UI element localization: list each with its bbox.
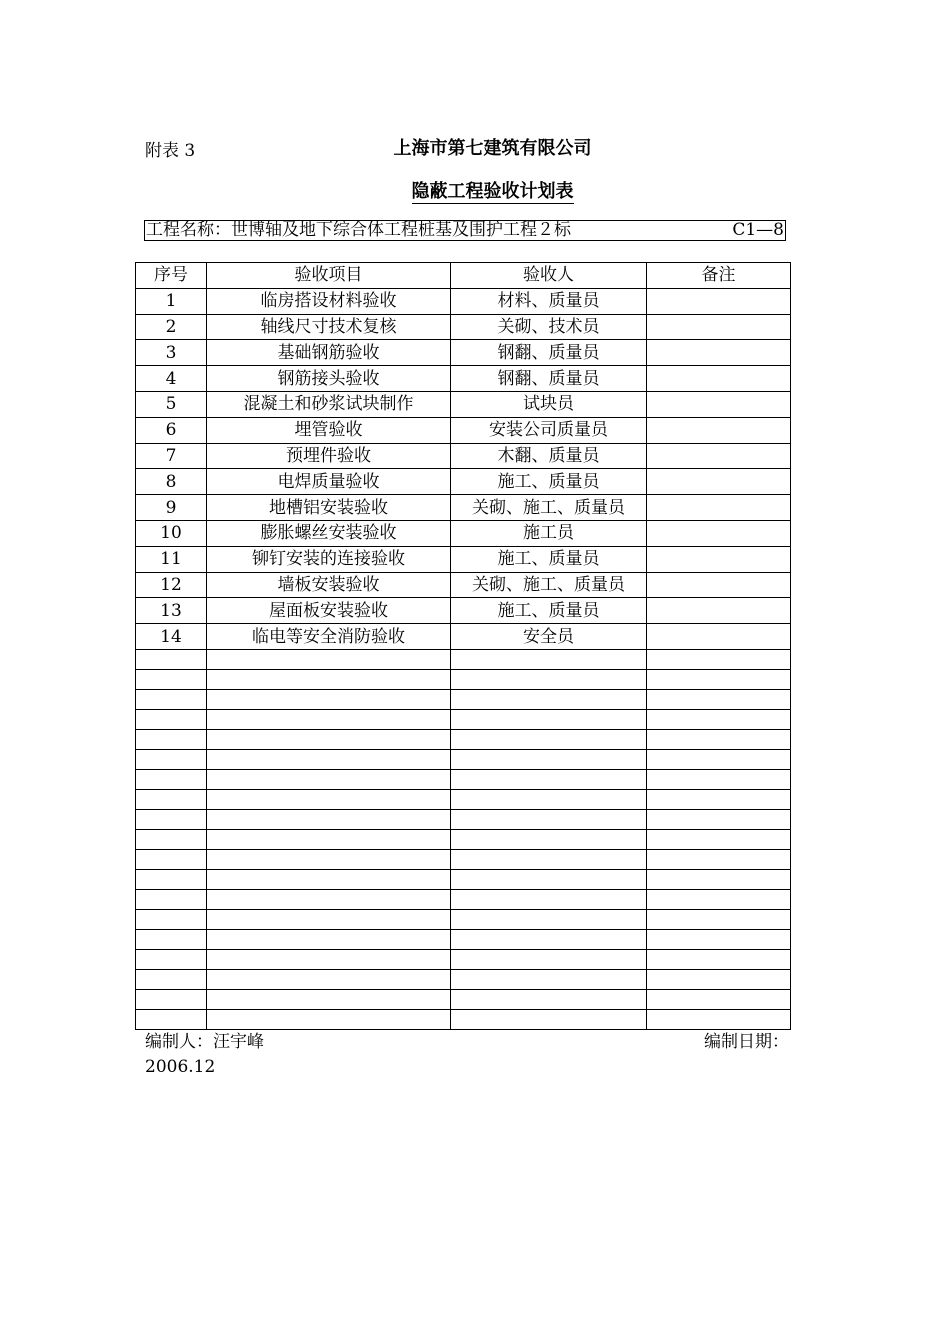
empty-cell	[207, 849, 451, 869]
row-index-cell: 7	[136, 443, 207, 469]
empty-table-row	[136, 969, 791, 989]
empty-cell	[136, 929, 207, 949]
empty-cell	[136, 669, 207, 689]
row-remarks-cell	[647, 598, 791, 624]
row-remarks-cell	[647, 469, 791, 495]
row-item-cell: 电焊质量验收	[207, 469, 451, 495]
empty-cell	[647, 889, 791, 909]
empty-cell	[451, 829, 647, 849]
empty-cell	[136, 769, 207, 789]
empty-cell	[136, 749, 207, 769]
table-row	[136, 495, 791, 521]
empty-table-row	[136, 749, 791, 769]
empty-cell	[647, 689, 791, 709]
row-remarks-cell	[647, 624, 791, 650]
column-header-remarks: 备注	[647, 263, 791, 289]
row-remarks-cell	[647, 495, 791, 521]
row-item-cell: 轴线尺寸技术复核	[207, 314, 451, 340]
row-index-cell: 4	[136, 366, 207, 392]
empty-cell	[647, 949, 791, 969]
empty-cell	[451, 749, 647, 769]
compiler: 编制人：汪宇峰	[145, 1032, 264, 1052]
empty-cell	[451, 709, 647, 729]
empty-cell	[207, 789, 451, 809]
row-remarks-cell	[647, 572, 791, 598]
table-header-row	[136, 263, 791, 289]
row-inspector-cell: 关砌、施工、质量员	[451, 572, 647, 598]
row-item-cell: 铆钉安装的连接验收	[207, 546, 451, 572]
empty-cell	[647, 669, 791, 689]
empty-cell	[451, 949, 647, 969]
row-inspector-cell: 试块员	[451, 391, 647, 417]
row-inspector-cell: 安全员	[451, 624, 647, 650]
empty-table-row	[136, 869, 791, 889]
empty-table-row	[136, 649, 791, 669]
compile-date-label: 编制日期：	[704, 1032, 789, 1052]
row-inspector-cell: 安装公司质量员	[451, 417, 647, 443]
row-item-cell: 基础钢筋验收	[207, 340, 451, 366]
row-inspector-cell: 施工、质量员	[451, 469, 647, 495]
row-index-cell: 13	[136, 598, 207, 624]
empty-cell	[207, 769, 451, 789]
table-row	[136, 417, 791, 443]
row-inspector-cell: 钢翻、质量员	[451, 340, 647, 366]
empty-cell	[136, 949, 207, 969]
row-item-cell: 临电等安全消防验收	[207, 624, 451, 650]
empty-cell	[647, 829, 791, 849]
row-index-cell: 14	[136, 624, 207, 650]
empty-cell	[451, 669, 647, 689]
empty-cell	[451, 689, 647, 709]
table-body	[136, 288, 791, 1029]
row-remarks-cell	[647, 520, 791, 546]
empty-cell	[207, 689, 451, 709]
project-code: C1—8	[732, 220, 784, 240]
empty-cell	[207, 669, 451, 689]
empty-table-row	[136, 949, 791, 969]
compile-date: 2006.12	[145, 1057, 216, 1077]
row-item-cell: 屋面板安装验收	[207, 598, 451, 624]
table-row	[136, 314, 791, 340]
empty-cell	[136, 789, 207, 809]
table-row	[136, 520, 791, 546]
row-item-cell: 地槽铝安装验收	[207, 495, 451, 521]
row-item-cell: 埋管验收	[207, 417, 451, 443]
empty-cell	[451, 889, 647, 909]
empty-cell	[451, 789, 647, 809]
table-row	[136, 598, 791, 624]
empty-table-row	[136, 789, 791, 809]
empty-cell	[451, 649, 647, 669]
row-remarks-cell	[647, 391, 791, 417]
empty-table-row	[136, 729, 791, 749]
empty-cell	[136, 889, 207, 909]
empty-cell	[451, 929, 647, 949]
empty-table-row	[136, 849, 791, 869]
row-index-cell: 3	[136, 340, 207, 366]
table-row	[136, 288, 791, 314]
empty-cell	[451, 729, 647, 749]
empty-cell	[136, 809, 207, 829]
empty-cell	[647, 809, 791, 829]
empty-table-row	[136, 829, 791, 849]
empty-table-row	[136, 909, 791, 929]
company-name: 上海市第七建筑有限公司	[393, 138, 592, 159]
empty-table-row	[136, 709, 791, 729]
table-row	[136, 624, 791, 650]
empty-cell	[207, 949, 451, 969]
empty-cell	[647, 789, 791, 809]
table-row	[136, 443, 791, 469]
row-inspector-cell: 施工、质量员	[451, 598, 647, 624]
empty-cell	[207, 809, 451, 829]
column-header-item: 验收项目	[207, 263, 451, 289]
row-index-cell: 2	[136, 314, 207, 340]
empty-cell	[451, 769, 647, 789]
row-inspector-cell: 木翻、质量员	[451, 443, 647, 469]
empty-cell	[136, 649, 207, 669]
empty-cell	[207, 929, 451, 949]
empty-cell	[207, 749, 451, 769]
row-remarks-cell	[647, 314, 791, 340]
empty-cell	[207, 969, 451, 989]
empty-cell	[136, 729, 207, 749]
row-item-cell: 钢筋接头验收	[207, 366, 451, 392]
empty-cell	[136, 829, 207, 849]
empty-table-row	[136, 669, 791, 689]
row-item-cell: 预埋件验收	[207, 443, 451, 469]
empty-cell	[451, 1009, 647, 1029]
empty-cell	[136, 849, 207, 869]
empty-cell	[207, 869, 451, 889]
document-title: 隐蔽工程验收计划表	[411, 181, 574, 202]
row-index-cell: 12	[136, 572, 207, 598]
row-inspector-cell: 关砌、施工、质量员	[451, 495, 647, 521]
table-row	[136, 469, 791, 495]
document-title-wrapper	[0, 177, 950, 203]
empty-cell	[136, 869, 207, 889]
column-header-inspector: 验收人	[451, 263, 647, 289]
empty-cell	[647, 969, 791, 989]
row-inspector-cell: 材料、质量员	[451, 288, 647, 314]
empty-table-row	[136, 769, 791, 789]
column-header-index: 序号	[136, 263, 207, 289]
empty-cell	[647, 849, 791, 869]
empty-cell	[207, 989, 451, 1009]
empty-table-row	[136, 929, 791, 949]
row-remarks-cell	[647, 288, 791, 314]
table-row	[136, 391, 791, 417]
table-row	[136, 572, 791, 598]
empty-cell	[136, 989, 207, 1009]
empty-table-row	[136, 989, 791, 1009]
empty-cell	[647, 769, 791, 789]
empty-cell	[136, 909, 207, 929]
row-remarks-cell	[647, 417, 791, 443]
row-inspector-cell: 钢翻、质量员	[451, 366, 647, 392]
empty-cell	[647, 709, 791, 729]
empty-table-row	[136, 809, 791, 829]
empty-cell	[647, 929, 791, 949]
row-index-cell: 6	[136, 417, 207, 443]
empty-cell	[647, 649, 791, 669]
empty-cell	[136, 709, 207, 729]
row-index-cell: 11	[136, 546, 207, 572]
row-index-cell: 5	[136, 391, 207, 417]
inspection-plan-table	[135, 262, 791, 1030]
empty-cell	[207, 649, 451, 669]
empty-cell	[207, 889, 451, 909]
empty-cell	[207, 909, 451, 929]
row-item-cell: 临房搭设材料验收	[207, 288, 451, 314]
empty-cell	[647, 749, 791, 769]
row-item-cell: 膨胀螺丝安装验收	[207, 520, 451, 546]
row-remarks-cell	[647, 546, 791, 572]
row-inspector-cell: 施工、质量员	[451, 546, 647, 572]
empty-cell	[207, 729, 451, 749]
empty-cell	[647, 729, 791, 749]
row-inspector-cell: 施工员	[451, 520, 647, 546]
empty-table-row	[136, 689, 791, 709]
project-name: 工程名称：世博轴及地下综合体工程桩基及围护工程２标	[146, 220, 571, 240]
row-remarks-cell	[647, 443, 791, 469]
empty-cell	[451, 849, 647, 869]
empty-cell	[451, 989, 647, 1009]
empty-cell	[647, 869, 791, 889]
table-row	[136, 546, 791, 572]
row-item-cell: 混凝土和砂浆试块制作	[207, 391, 451, 417]
row-index-cell: 10	[136, 520, 207, 546]
project-info-box	[144, 220, 786, 241]
appendix-label: 附表 3	[145, 141, 196, 161]
row-inspector-cell: 关砌、技术员	[451, 314, 647, 340]
empty-cell	[451, 869, 647, 889]
row-remarks-cell	[647, 366, 791, 392]
row-index-cell: 1	[136, 288, 207, 314]
row-item-cell: 墙板安装验收	[207, 572, 451, 598]
empty-cell	[647, 909, 791, 929]
empty-table-row	[136, 889, 791, 909]
empty-cell	[451, 969, 647, 989]
empty-cell	[136, 969, 207, 989]
row-index-cell: 9	[136, 495, 207, 521]
empty-cell	[451, 909, 647, 929]
empty-cell	[451, 809, 647, 829]
empty-cell	[136, 689, 207, 709]
table-row	[136, 340, 791, 366]
empty-cell	[647, 989, 791, 1009]
empty-cell	[207, 709, 451, 729]
table-row	[136, 366, 791, 392]
empty-cell	[207, 829, 451, 849]
row-index-cell: 8	[136, 469, 207, 495]
row-remarks-cell	[647, 340, 791, 366]
